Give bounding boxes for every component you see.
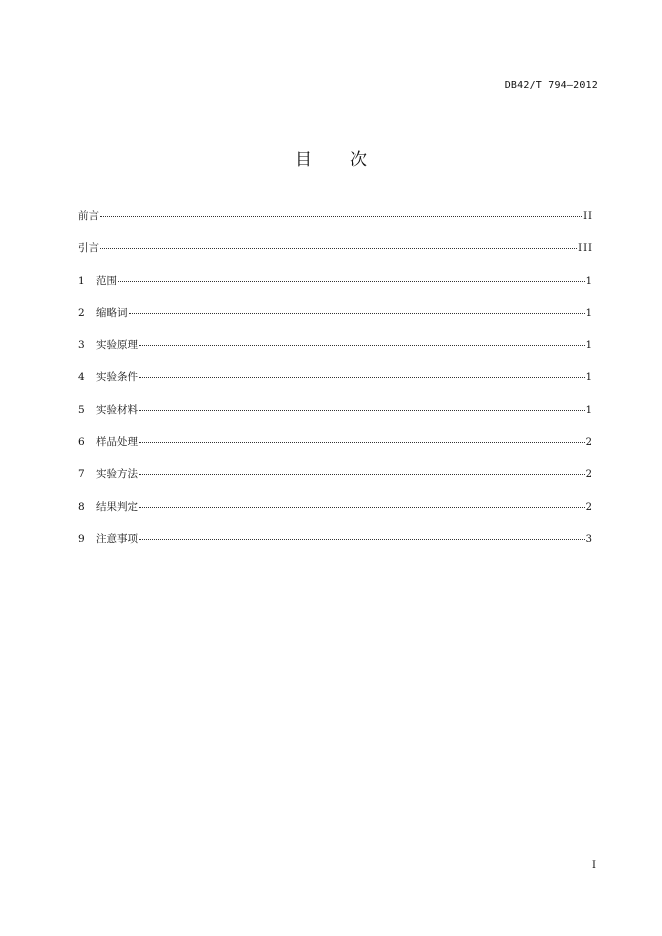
- toc-entry-page: 2: [585, 437, 593, 449]
- dot-leader: [100, 216, 582, 217]
- toc-entry-number: 3: [78, 339, 85, 352]
- toc-entry-page: 1: [585, 307, 593, 319]
- toc-entry-label: 注意事项: [96, 532, 138, 545]
- toc-entry-precautions[interactable]: [78, 531, 593, 563]
- dot-leader: [139, 410, 585, 411]
- page-title-char-2: 次: [350, 150, 367, 170]
- toc-entry-label: 实验方法: [96, 468, 138, 481]
- toc-entry-number: 4: [78, 371, 85, 384]
- page-title: [0, 145, 662, 170]
- toc-entry-label: 范围: [96, 274, 117, 287]
- toc-entry-label: 引言: [78, 242, 99, 255]
- toc-entry-number: 2: [78, 306, 85, 319]
- page-number: I: [592, 860, 596, 871]
- toc-entry-scope[interactable]: [78, 273, 593, 305]
- toc-entry-label: 实验条件: [96, 371, 138, 384]
- dot-leader: [118, 281, 585, 282]
- toc-entry-principle[interactable]: [78, 337, 593, 369]
- toc-entry-sample-processing[interactable]: [78, 434, 593, 466]
- toc-entry-label: 结果判定: [96, 500, 138, 513]
- toc-entry-page: 1: [585, 340, 593, 352]
- toc-entry-number: 6: [78, 436, 85, 449]
- toc-entry-foreword[interactable]: [78, 208, 593, 240]
- toc-entry-number: 5: [78, 403, 85, 416]
- dot-leader: [129, 313, 585, 314]
- dot-leader: [139, 442, 585, 443]
- toc-entry-results[interactable]: [78, 499, 593, 531]
- toc-entry-page: III: [578, 243, 593, 255]
- page-title-char-1: 目: [295, 150, 312, 170]
- toc-entry-number: 1: [78, 274, 85, 287]
- toc-entry-abbreviations[interactable]: [78, 305, 593, 337]
- toc-entry-label: 缩略词: [96, 306, 128, 319]
- toc-entry-number: 8: [78, 500, 85, 513]
- toc-entry-page: 1: [585, 275, 593, 287]
- toc-entry-label: 实验材料: [96, 403, 138, 416]
- toc-entry-page: II: [583, 211, 593, 222]
- standard-code: DB42/T 794—2012: [504, 80, 598, 91]
- toc-entry-conditions[interactable]: [78, 369, 593, 401]
- dot-leader: [139, 539, 585, 540]
- toc-entry-methods[interactable]: [78, 466, 593, 498]
- toc-entry-label: 样品处理: [96, 436, 138, 449]
- dot-leader: [139, 507, 585, 508]
- table-of-contents: [78, 208, 593, 563]
- toc-entry-page: 1: [585, 372, 593, 384]
- dot-leader: [139, 474, 585, 475]
- toc-entry-label: 实验原理: [96, 339, 138, 352]
- toc-entry-number: 9: [78, 532, 85, 545]
- toc-entry-materials[interactable]: [78, 402, 593, 434]
- toc-entry-number: 7: [78, 468, 85, 481]
- dot-leader: [100, 248, 577, 249]
- toc-entry-introduction[interactable]: [78, 240, 593, 272]
- dot-leader: [139, 345, 585, 346]
- toc-entry-page: 2: [585, 501, 593, 513]
- toc-entry-page: 2: [585, 469, 593, 481]
- toc-entry-label: 前言: [78, 210, 99, 222]
- toc-entry-page: 1: [585, 404, 593, 416]
- dot-leader: [139, 377, 585, 378]
- toc-entry-page: 3: [585, 533, 593, 545]
